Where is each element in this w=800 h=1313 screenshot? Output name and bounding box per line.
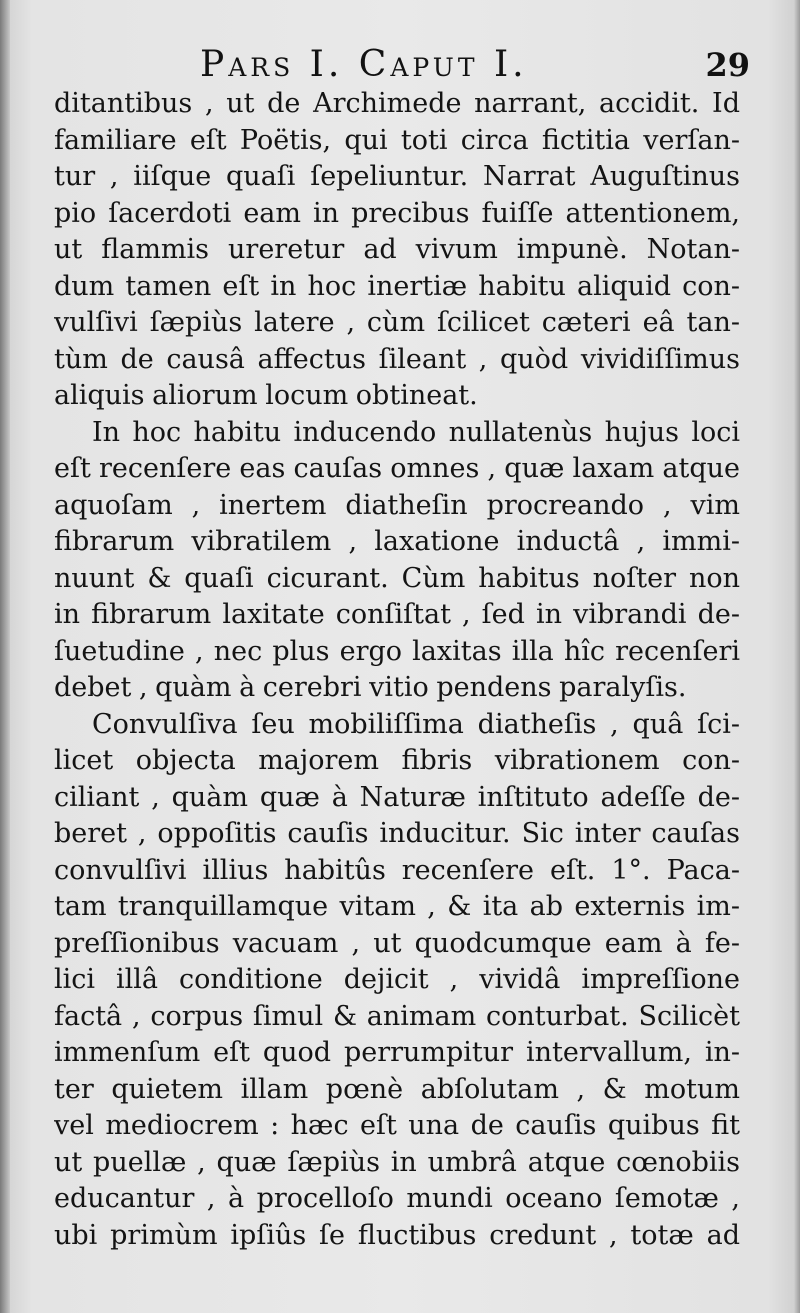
text-line: Convulſiva ſeu mobiliſſima diatheſis , quâ ſci- — [92, 708, 740, 740]
text-line: preſſionibus vacuam , ut quodcumque eam à fe- — [54, 927, 740, 959]
text-line: factâ , corpus ſimul & animam conturbat. Scilicèt — [54, 1000, 740, 1032]
text-line: dum tamen eſt in hoc inertiæ habitu aliquid con- — [54, 270, 740, 302]
text-line: pio ſacerdoti eam in precibus fuiſſe attentionem, — [54, 197, 740, 229]
text-line: ter quietem illam pœnè abſolutam , & motum — [54, 1073, 740, 1105]
text-line: lici illâ conditione dejicit , vividâ impreſſione — [54, 964, 740, 995]
text-line: fibrarum vibratilem , laxatione inductâ , immi- — [54, 526, 740, 557]
text-line: in fibrarum laxitate conſiſtat , ſed in vibrandi de- — [54, 599, 740, 630]
text-line: immenſum eſt quod perrumpitur intervallum, in- — [54, 1037, 740, 1068]
page-right-shadow — [794, 0, 800, 1313]
text-line: eſt recenſere eas cauſas omnes , quæ laxam atque — [54, 453, 740, 484]
paragraph — [54, 86, 740, 415]
paragraph — [54, 415, 740, 707]
text-line: familiare eſt Poëtis, qui toti circa fictitia verſan- — [54, 124, 740, 156]
text-line: debet , quàm à cerebri vitio pendens paralyſis. — [54, 672, 687, 703]
text-line: nuunt & quaſi cicurant. Cùm habitus noſter non — [54, 562, 740, 594]
text-line: ditantibus , ut de Archimede narrant, accidit. Id — [54, 88, 740, 119]
text-line: educantur , à procelloſo mundi oceano ſemotæ , — [54, 1183, 740, 1214]
text-line: beret , oppoſitis cauſis inducitur. Sic inter cauſas — [54, 818, 740, 849]
text-line: In hoc habitu inducendo nullatenùs hujus loci — [92, 416, 740, 448]
text-line: vel mediocrem : hæc eſt una de cauſis quibus fit — [54, 1110, 740, 1141]
text-line: aquoſam , inertem diatheſin procreando , vim — [54, 489, 740, 521]
text-line: ut flammis ureretur ad vivum impunè. Notan- — [54, 234, 740, 265]
text-line: convulſivi illius habitûs recenſere eſt. 1°. Paca- — [54, 854, 740, 886]
page-left-shadow — [0, 0, 10, 1313]
running-head — [50, 44, 750, 90]
paragraph — [54, 707, 740, 1255]
running-head-title: Pars I. Caput I. — [200, 44, 528, 85]
text-line: tam tranquillamque vitam , & ita ab externis im- — [54, 891, 740, 922]
text-line: tur , iiſque quaſi ſepeliuntur. Narrat Auguſtinus — [54, 161, 740, 192]
text-line: ſuetudine , nec plus ergo laxitas illa hîc recenſeri — [54, 635, 740, 667]
text-line: aliquis aliorum locum obtineat. — [54, 380, 478, 411]
text-line: ciliant , quàm quæ à Naturæ inſtituto adeſſe de- — [54, 781, 740, 813]
text-line: licet objecta majorem fibris vibrationem con- — [54, 745, 740, 776]
text-line: ubi primùm ipſiûs ſe fluctibus credunt , totæ ad — [54, 1219, 740, 1251]
page-number: 29 — [705, 46, 750, 84]
text-line: ut puellæ , quæ ſæpiùs in umbrâ atque cœnobiis — [54, 1146, 740, 1178]
text-line: tùm de causâ affectus ſileant , quòd vividiſſimus — [54, 343, 740, 375]
text-line: vulſivi ſæpiùs latere , cùm ſcilicet cæteri eâ tan- — [54, 307, 740, 338]
body-text — [54, 86, 740, 1254]
